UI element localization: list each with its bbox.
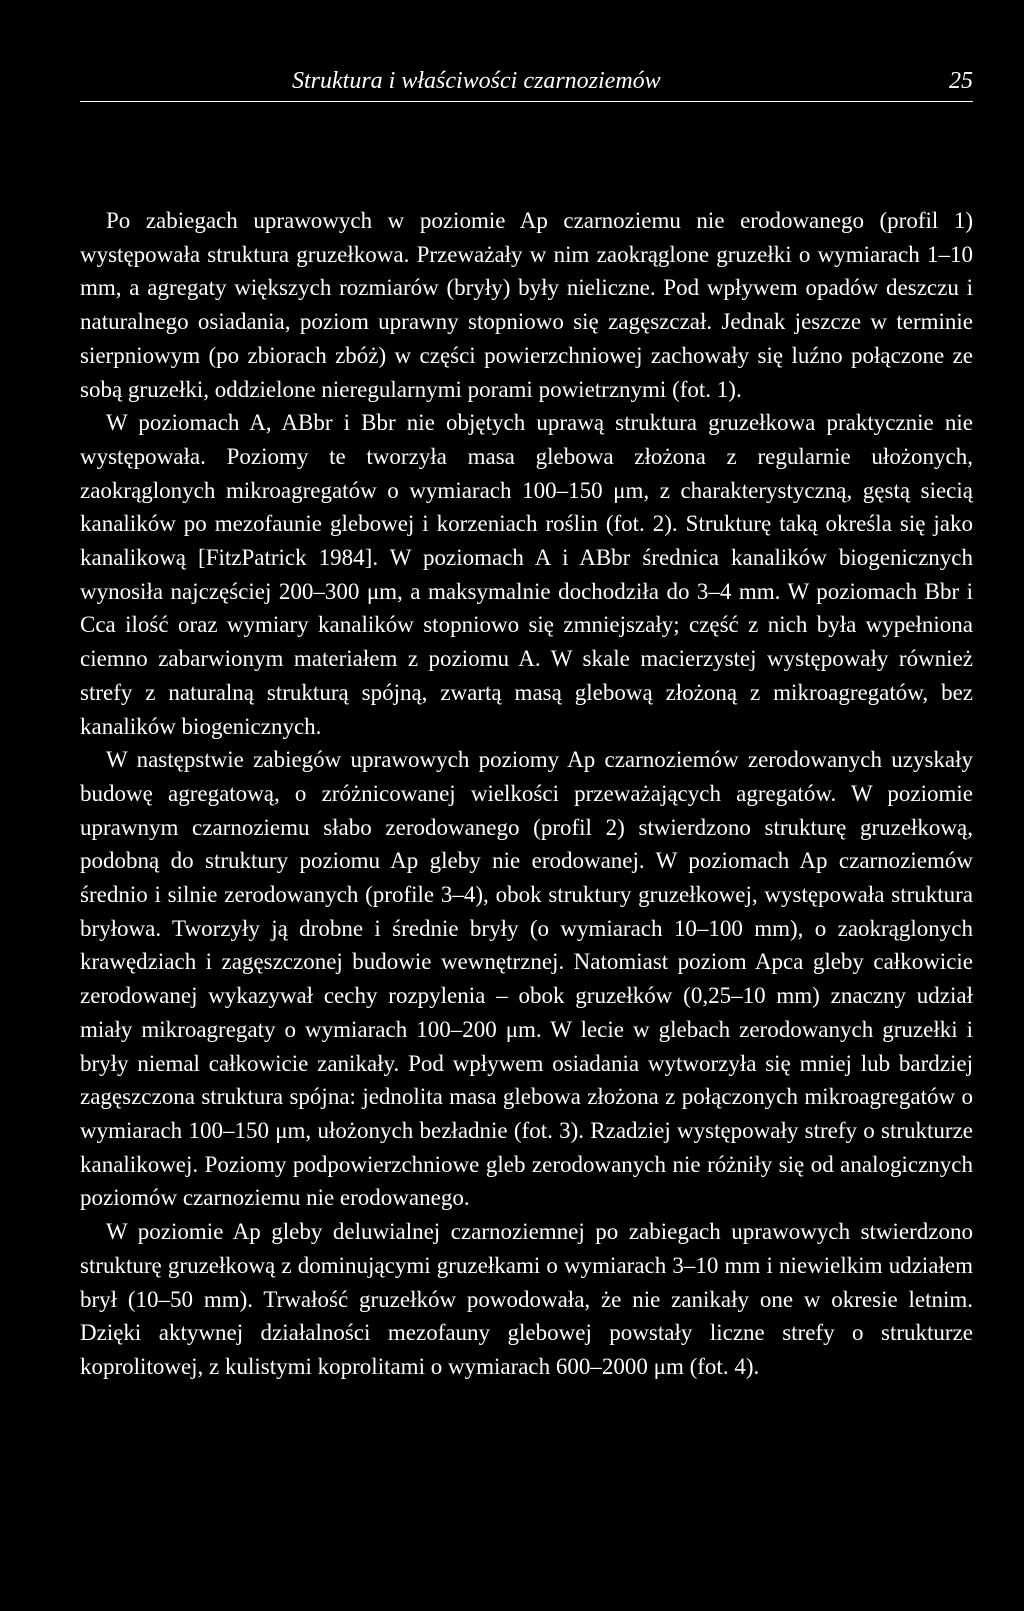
running-header bbox=[80, 66, 973, 100]
running-title: Struktura i właściwości czarnoziemów bbox=[292, 68, 661, 94]
paragraph: W poziomach A, ABbr i Bbr nie objętych uprawą struktura gruzełkowa praktycznie nie występowała. Poziomy te tworzyła masa glebowa złożona z regularnie ułożonych, zaokrąglonych mikroagregatów o wymiarach 100–150 μm, z charakterystyczną, gęstą siecią kanalików po mezofaunie glebowej i korzeniach roślin (fot. 2). Strukturę taką określa się jako kanalikową [FitzPatrick 1984]. W poziomach A i ABbr średnica kanalików biogenicznych wynosiła najczęściej 200–300 μm, a maksymalnie dochodziła do 3–4 mm. W poziomach Bbr i Cca ilość oraz wymiary kanalików stopniowo się zmniejszały; część z nich była wypełniona ciemno zabarwionym materiałem z poziomu A. W skale macierzystej występowały również strefy z naturalną strukturą spójną, zwartą masą glebową złożoną z mikroagregatów, bez kanalików biogenicznych. bbox=[80, 410, 973, 739]
paragraph: Po zabiegach uprawowych w poziomie Ap czarnoziemu nie erodowanego (profil 1) występowała struktura gruzełkowa. Przeważały w nim zaokrąglone gruzełki o wymiarach 1–10 mm, a agregaty większych rozmiarów (bryły) były nieliczne. Pod wpływem opadów deszczu i naturalnego osiadania, poziom uprawny stopniowo się zagęszczał. Jednak jeszcze w terminie sierpniowym (po zbiorach zbóż) w części powierzchniowej zachowały się luźno połączone ze sobą gruzełki, oddzielone nieregularnymi porami powietrznymi (fot. 1). bbox=[80, 208, 973, 402]
paragraph: W poziomie Ap gleby deluwialnej czarnoziemnej po zabiegach uprawowych stwierdzono strukturę gruzełkową z dominującymi gruzełkami o wymiarach 3–10 mm i niewielkim udziałem brył (10–50 mm). Trwałość gruzełków powodowała, że nie zanikały one w okresie letnim. Dzięki aktywnej działalności mezofauny glebowej powstały liczne strefy o strukturze koprolitowej, z kulistymi koprolitami o wymiarach 600–2000 μm (fot. 4). bbox=[80, 1219, 973, 1379]
body-text bbox=[80, 204, 973, 1384]
paragraph: W następstwie zabiegów uprawowych poziomy Ap czarnoziemów zerodowanych uzyskały budowę agregatową, o zróżnicowanej wielkości przeważających agregatów. W poziomie uprawnym czarnoziemu słabo zerodowanego (profil 2) stwierdzono strukturę gruzełkową, podobną do struktury poziomu Ap gleby nie erodowanej. W poziomach Ap czarnoziemów średnio i silnie zerodowanych (profile 3–4), obok struktury gruzełkowej, występowała struktura bryłowa. Tworzyły ją drobne i średnie bryły (o wymiarach 10–100 mm), o zaokrąglonych krawędziach i zagęszczonej budowie wewnętrznej. Natomiast poziom Apca gleby całkowicie zerodowanej wykazywał cechy rozpylenia – obok gruzełków (0,25–10 mm) znaczny udział miały mikroagregaty o wymiarach 100–200 μm. W lecie w glebach zerodowanych gruzełki i bryły niemal całkowicie zanikały. Pod wpływem osiadania wytworzyła się mniej lub bardziej zagęszczona struktura spójna: jednolita masa glebowa złożona z połączonych mikroagregatów o wymiarach 100–150 μm, ułożonych bezładnie (fot. 3). Rzadziej występowały strefy o strukturze kanalikowej. Poziomy podpowierzchniowe gleb zerodowanych nie różniły się od analogicznych poziomów czarnoziemu nie erodowanego. bbox=[80, 747, 973, 1211]
page-number: 25 bbox=[949, 68, 973, 94]
header-rule bbox=[80, 101, 973, 102]
